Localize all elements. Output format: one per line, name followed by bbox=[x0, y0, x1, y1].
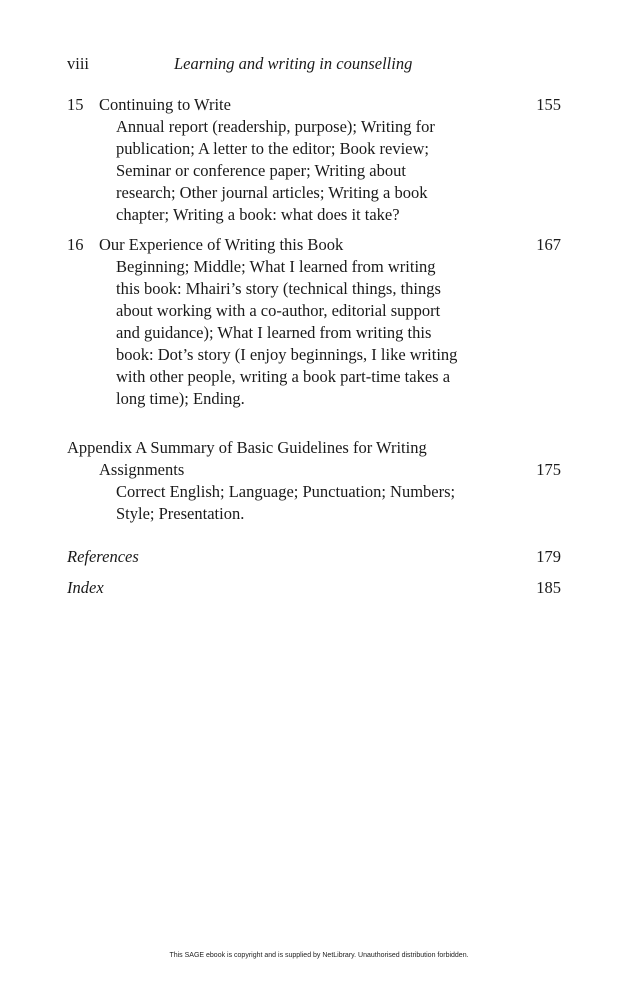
running-head-title: Learning and writing in counselling bbox=[174, 54, 413, 73]
description-line: chapter; Writing a book: what does it take? bbox=[116, 205, 400, 224]
description-line: research; Other journal articles; Writing a book bbox=[116, 183, 428, 202]
references-title[interactable]: References bbox=[67, 547, 139, 566]
chapter-title[interactable]: Continuing to Write bbox=[99, 95, 231, 114]
chapter-page-number: 155 bbox=[536, 95, 561, 114]
toc-entry-chapter-16[interactable] bbox=[67, 234, 561, 410]
appendix-title[interactable]: Appendix A Summary of Basic Guidelines for Writing bbox=[67, 438, 427, 457]
description-line: Style; Presentation. bbox=[116, 504, 245, 523]
toc-entry-chapter-15[interactable] bbox=[67, 94, 561, 226]
description-line: book: Dot’s story (I enjoy beginnings, I like writing bbox=[116, 345, 458, 364]
copyright-notice: This SAGE ebook is copyright and is supplied by NetLibrary. Unauthorised distribution forbidden. bbox=[169, 952, 469, 959]
toc-entry-index[interactable] bbox=[67, 577, 561, 599]
index-title[interactable]: Index bbox=[67, 578, 104, 597]
description-line: and guidance); What I learned from writing this bbox=[116, 323, 432, 342]
description-line: with other people, writing a book part-time takes a bbox=[116, 367, 451, 386]
chapter-description bbox=[116, 116, 508, 226]
index-page-number: 185 bbox=[536, 578, 561, 597]
description-line: long time); Ending. bbox=[116, 389, 245, 408]
description-line: Seminar or conference paper; Writing about bbox=[116, 161, 406, 180]
chapter-number: 15 bbox=[67, 95, 84, 114]
description-line: this book: Mhairi’s story (technical things, things bbox=[116, 279, 441, 298]
chapter-page-number: 167 bbox=[536, 235, 561, 254]
description-line: Correct English; Language; Punctuation; Numbers; bbox=[116, 482, 456, 501]
appendix-description bbox=[116, 481, 508, 525]
description-line: about working with a co-author, editorial support bbox=[116, 301, 441, 320]
running-head bbox=[67, 54, 561, 78]
appendix-page-number: 175 bbox=[536, 460, 561, 479]
chapter-number: 16 bbox=[67, 235, 84, 254]
description-line: Beginning; Middle; What I learned from writing bbox=[116, 257, 436, 276]
description-line: Annual report (readership, purpose); Writing for bbox=[116, 117, 435, 136]
page-folio: viii bbox=[67, 54, 90, 73]
toc-entry-references[interactable] bbox=[67, 546, 561, 568]
chapter-description bbox=[116, 256, 508, 410]
description-line: publication; A letter to the editor; Book review; bbox=[116, 139, 429, 158]
appendix-title-continued[interactable]: Assignments bbox=[99, 460, 185, 479]
references-page-number: 179 bbox=[536, 547, 561, 566]
chapter-title[interactable]: Our Experience of Writing this Book bbox=[99, 235, 344, 254]
